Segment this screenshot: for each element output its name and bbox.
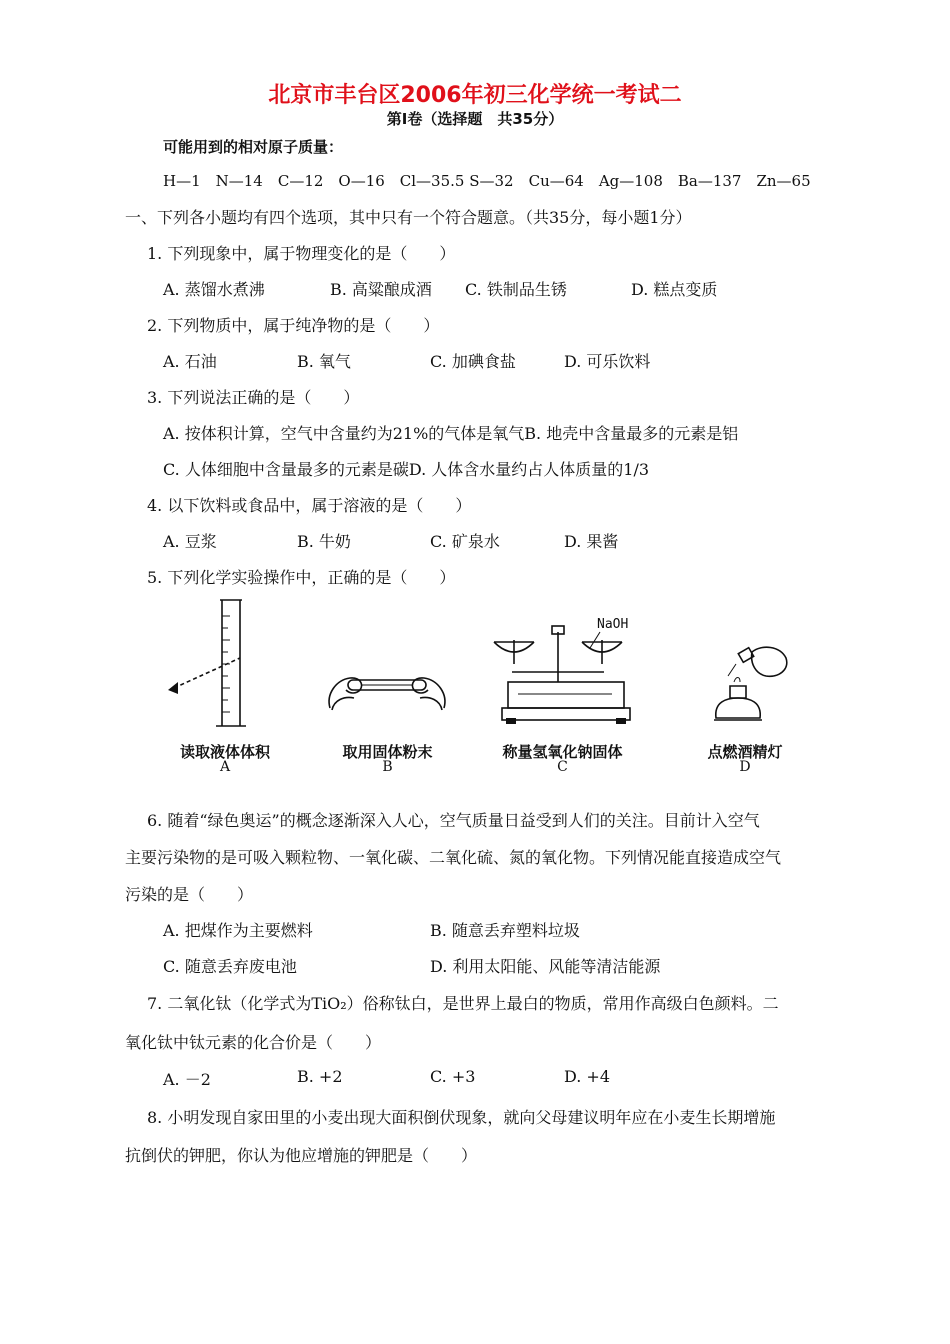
naoh-label: NaOH xyxy=(597,617,629,632)
q1-option-d: D. 糕点变质 xyxy=(631,280,718,299)
section-subtitle: 第Ⅰ卷（选择题 共35分） xyxy=(386,110,564,128)
exam-title: 北京市丰台区2006年初三化学统一考试二 xyxy=(268,83,682,108)
figure-a-caption: 读取液体体积 xyxy=(179,743,270,761)
q5-stem: 5. 下列化学实验操作中，正确的是（ ） xyxy=(147,568,456,587)
q6-option-c: C. 随意丢弃废电池 xyxy=(163,957,297,976)
q4-option-c: C. 矿泉水 xyxy=(430,532,500,551)
q6-stem-line2: 主要污染物的是可吸入颗粒物、一氧化碳、二氧化硫、氮的氧化物。下列情况能直接造成空气 xyxy=(125,848,782,867)
q2-option-b: B. 氧气 xyxy=(297,352,351,371)
atomic-mass-heading: 可能用到的相对原子质量： xyxy=(163,138,344,156)
figure-c-letter: C xyxy=(557,759,568,775)
alcohol-lamp-figure xyxy=(706,640,796,732)
figure-d-letter: D xyxy=(739,759,751,775)
q3-options-ab: A. 按体积计算，空气中含量约为21%的气体是氧气B. 地壳中含量最多的元素是铝 xyxy=(163,424,739,443)
q7-option-c: C. +3 xyxy=(430,1067,476,1086)
q2-option-a: A. 石油 xyxy=(163,352,217,371)
q1-option-a: A. 蒸馏水煮沸 xyxy=(163,280,265,299)
q6-option-b: B. 随意丢弃塑料垃圾 xyxy=(430,921,580,940)
q8-stem-line2: 抗倒伏的钾肥，你认为他应增施的钾肥是（ ） xyxy=(125,1146,478,1165)
q7-stem-line2: 氧化钛中钛元素的化合价是（ ） xyxy=(125,1033,382,1052)
q2-stem: 2. 下列物质中，属于纯净物的是（ ） xyxy=(147,316,440,335)
q4-option-a: A. 豆浆 xyxy=(163,532,217,551)
q6-option-a: A. 把煤作为主要燃料 xyxy=(163,921,313,940)
q7-option-d: D. +4 xyxy=(564,1067,611,1086)
q3-options-cd: C. 人体细胞中含量最多的元素是碳D. 人体含水量约占人体质量的1/3 xyxy=(163,460,650,479)
q1-option-b: B. 高粱酿成酒 xyxy=(330,280,432,299)
q7-stem-line1: 7. 二氧化钛（化学式为TiO₂）俗称钛白，是世界上最白的物质，常用作高级白色颜料。二 xyxy=(147,994,779,1013)
q3-stem: 3. 下列说法正确的是（ ） xyxy=(147,388,360,407)
test-tube-hands-figure xyxy=(322,660,452,720)
balance-scale-figure xyxy=(492,612,637,730)
figure-c-caption: 称量氢氧化钠固体 xyxy=(502,743,623,761)
graduated-cylinder-figure xyxy=(160,596,270,736)
q2-option-c: C. 加碘食盐 xyxy=(430,352,516,371)
q6-stem-line3: 污染的是（ ） xyxy=(125,885,254,904)
q7-option-a: A. －2 xyxy=(163,1070,211,1089)
figure-a-letter: A xyxy=(219,759,231,775)
q1-stem: 1. 下列现象中，属于物理变化的是（ ） xyxy=(147,244,456,263)
q2-option-d: D. 可乐饮料 xyxy=(564,352,651,371)
figure-d-caption: 点燃酒精灯 xyxy=(707,743,783,761)
q7-option-b: B. +2 xyxy=(297,1067,343,1086)
q1-option-c: C. 铁制品生锈 xyxy=(465,280,567,299)
q6-option-d: D. 利用太阳能、风能等清洁能源 xyxy=(430,957,661,976)
q6-stem-line1: 6. 随着“绿色奥运”的概念逐渐深入人心，空气质量日益受到人们的关注。目前计入空气 xyxy=(147,811,760,830)
figure-b-letter: B xyxy=(382,759,393,775)
q4-option-d: D. 果酱 xyxy=(564,532,619,551)
section-instruction: 一、下列各小题均有四个选项，其中只有一个符合题意。（共35分，每小题1分） xyxy=(125,208,692,227)
atomic-mass-line: H—1 N—14 C—12 O—16 Cl—35.5 S—32 Cu—64 Ag—108 Ba—137 Zn—65 xyxy=(163,172,811,190)
q4-option-b: B. 牛奶 xyxy=(297,532,351,551)
figure-b-caption: 取用固体粉末 xyxy=(342,743,433,761)
q8-stem-line1: 8. 小明发现自家田里的小麦出现大面积倒伏现象，就向父母建议明年应在小麦生长期增施 xyxy=(147,1108,776,1127)
q4-stem: 4. 以下饮料或食品中，属于溶液的是（ ） xyxy=(147,496,472,515)
